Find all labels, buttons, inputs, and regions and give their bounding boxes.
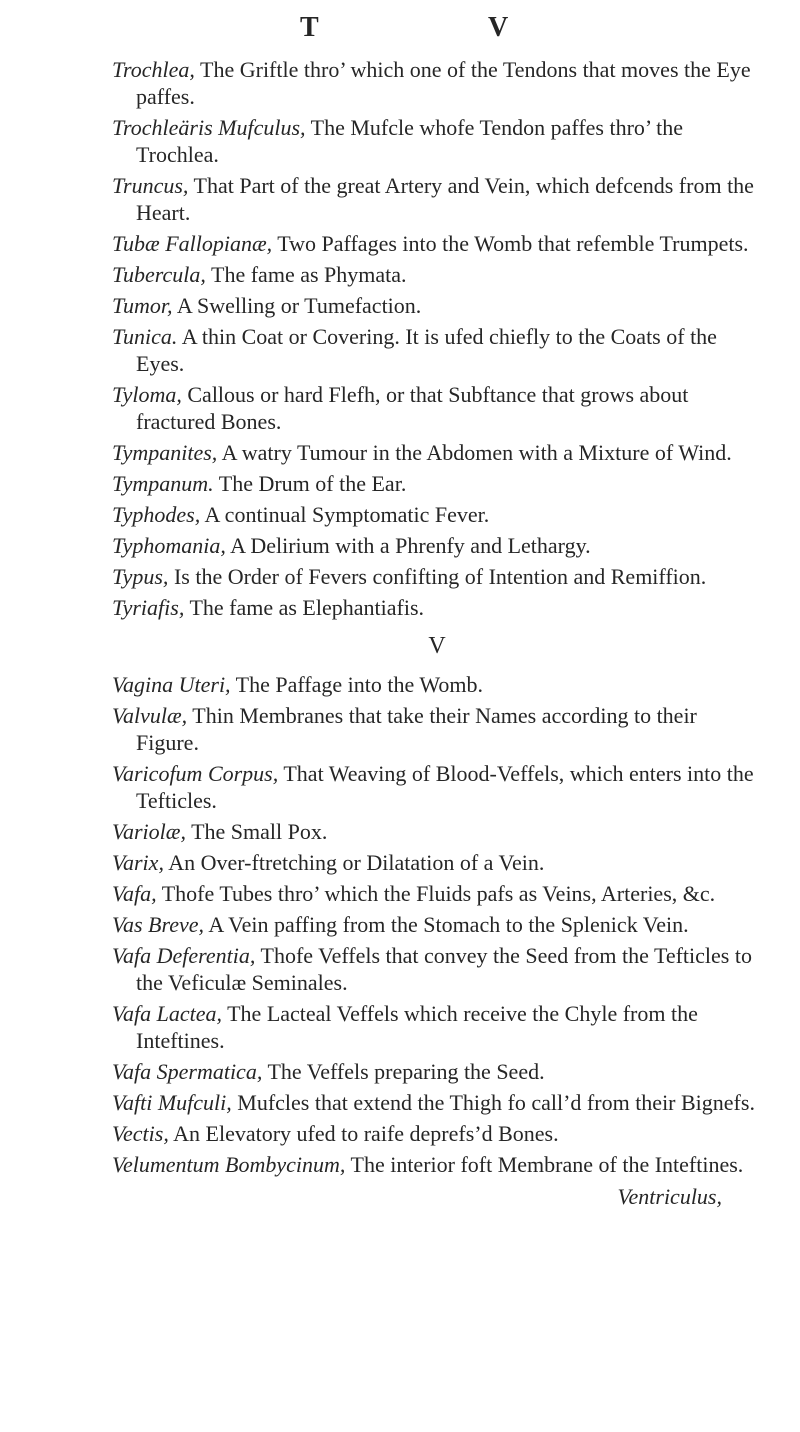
entry-definition: A watry Tumour in the Abdomen with a Mixture of Wind.: [221, 440, 732, 465]
section-heading-v: V: [428, 633, 446, 659]
entry-term: Valvulæ,: [112, 703, 188, 728]
dictionary-entry: [112, 323, 762, 377]
dictionary-entry: [112, 470, 762, 497]
entry-term: Trochleäris Mufculus,: [112, 115, 306, 140]
dictionary-entry: [112, 818, 762, 845]
entry-term: Tyloma,: [112, 382, 182, 407]
dictionary-entry: [112, 381, 762, 435]
dictionary-entry: [112, 56, 762, 110]
dictionary-entry: [112, 1120, 762, 1147]
entry-definition: Thofe Veffels that convey the Seed from the Tefticles to the Veficulæ Seminales.: [136, 943, 752, 995]
entry-term: Trochlea,: [112, 57, 195, 82]
dictionary-entry: [112, 702, 762, 756]
entry-definition: A Vein paffing from the Stomach to the Splenick Vein.: [208, 912, 689, 937]
entry-definition: The fame as Elephantiafis.: [189, 595, 425, 620]
entry-definition: A thin Coat or Covering. It is ufed chiefly to the Coats of the Eyes.: [136, 324, 717, 376]
entry-definition: Thofe Tubes thro’ which the Fluids pafs as Veins, Arteries, &c.: [161, 881, 716, 906]
dictionary-entry: [112, 1058, 762, 1085]
entry-term: Velumentum Bombycinum,: [112, 1152, 346, 1177]
running-head-right: V: [488, 12, 509, 43]
running-head: [0, 8, 800, 48]
entry-definition: The fame as Phymata.: [211, 262, 407, 287]
entry-term: Vafa,: [112, 881, 157, 906]
dictionary-entry: [112, 1000, 762, 1054]
dictionary-entry: [112, 880, 762, 907]
entry-term: Tympanum.: [112, 471, 214, 496]
entry-definition: The Small Pox.: [191, 819, 328, 844]
entry-definition: An Elevatory ufed to raife deprefs’d Bones.: [173, 1121, 559, 1146]
entry-definition: The Drum of the Ear.: [218, 471, 407, 496]
entry-term: Typhomania,: [112, 533, 226, 558]
entry-term: Variolæ,: [112, 819, 186, 844]
dictionary-entries: [112, 56, 762, 1210]
entry-term: Tumor,: [112, 293, 173, 318]
dictionary-entry: [112, 439, 762, 466]
dictionary-entry: [112, 1089, 762, 1116]
entry-term: Typhodes,: [112, 502, 201, 527]
dictionary-entry: [112, 292, 762, 319]
entry-definition: An Over-ftretching or Dilatation of a Vein.: [168, 850, 545, 875]
entry-definition: The Griftle thro’ which one of the Tendons that moves the Eye paffes.: [136, 57, 751, 109]
entry-term: Tubæ Fallopianæ,: [112, 231, 273, 256]
entry-definition: The Mufcle whofe Tendon paffes thro’ the Trochlea.: [136, 115, 683, 167]
dictionary-entry: [112, 760, 762, 814]
entry-term: Vas Breve,: [112, 912, 205, 937]
dictionary-entry: [112, 911, 762, 938]
entry-term: Vafa Spermatica,: [112, 1059, 263, 1084]
entry-term: Vectis,: [112, 1121, 169, 1146]
dictionary-entry: [112, 114, 762, 168]
entry-definition: Two Paffages into the Womb that refemble Trumpets.: [277, 231, 749, 256]
dictionary-entry: [112, 563, 762, 590]
dictionary-entry: [112, 942, 762, 996]
entry-term: Tympanites,: [112, 440, 218, 465]
entry-definition: That Part of the great Artery and Vein, which defcends from the Heart.: [136, 173, 754, 225]
entry-term: Tunica.: [112, 324, 178, 349]
entries-t-section: [112, 56, 762, 621]
dictionary-entry: [112, 172, 762, 226]
entry-definition: The interior foft Membrane of the Inteftines.: [350, 1152, 744, 1177]
entries-v-section: [112, 671, 762, 1178]
entry-definition: Is the Order of Fevers confifting of Intention and Remiffion.: [173, 564, 707, 589]
entry-definition: A continual Symptomatic Fever.: [204, 502, 490, 527]
entry-term: Vagina Uteri,: [112, 672, 231, 697]
dictionary-entry: [112, 532, 762, 559]
catchword: Ventriculus,: [617, 1184, 722, 1209]
dictionary-entry: [112, 594, 762, 621]
entry-definition: A Delirium with a Phrenfy and Lethargy.: [230, 533, 591, 558]
dictionary-entry: [112, 501, 762, 528]
entry-term: Vafti Mufculi,: [112, 1090, 232, 1115]
dictionary-entry: [112, 261, 762, 288]
entry-definition: Thin Membranes that take their Names according to their Figure.: [136, 703, 697, 755]
entry-term: Typus,: [112, 564, 169, 589]
running-head-left: T: [300, 12, 319, 43]
catchword-row: [112, 1182, 762, 1210]
dictionary-entry: [112, 230, 762, 257]
dictionary-entry: [112, 671, 762, 698]
entry-definition: Callous or hard Flefh, or that Subftance that grows about fractured Bones.: [136, 382, 689, 434]
entry-definition: The Paffage into the Womb.: [235, 672, 483, 697]
entry-term: Truncus,: [112, 173, 189, 198]
entry-term: Tyriafis,: [112, 595, 185, 620]
entry-term: Varicofum Corpus,: [112, 761, 279, 786]
entry-term: Vafa Deferentia,: [112, 943, 256, 968]
dictionary-entry: [112, 849, 762, 876]
entry-definition: That Weaving of Blood-Veffels, which enters into the Tefticles.: [136, 761, 754, 813]
entry-term: Vafa Lactea,: [112, 1001, 222, 1026]
entry-definition: The Veffels preparing the Seed.: [267, 1059, 545, 1084]
entry-definition: Mufcles that extend the Thigh fo call’d from their Bignefs.: [237, 1090, 755, 1115]
entry-term: Tubercula,: [112, 262, 206, 287]
entry-definition: A Swelling or Tumefaction.: [176, 293, 422, 318]
entry-definition: The Lacteal Veffels which receive the Chyle from the Inteftines.: [136, 1001, 698, 1053]
dictionary-entry: [112, 1151, 762, 1178]
entry-term: Varix,: [112, 850, 164, 875]
